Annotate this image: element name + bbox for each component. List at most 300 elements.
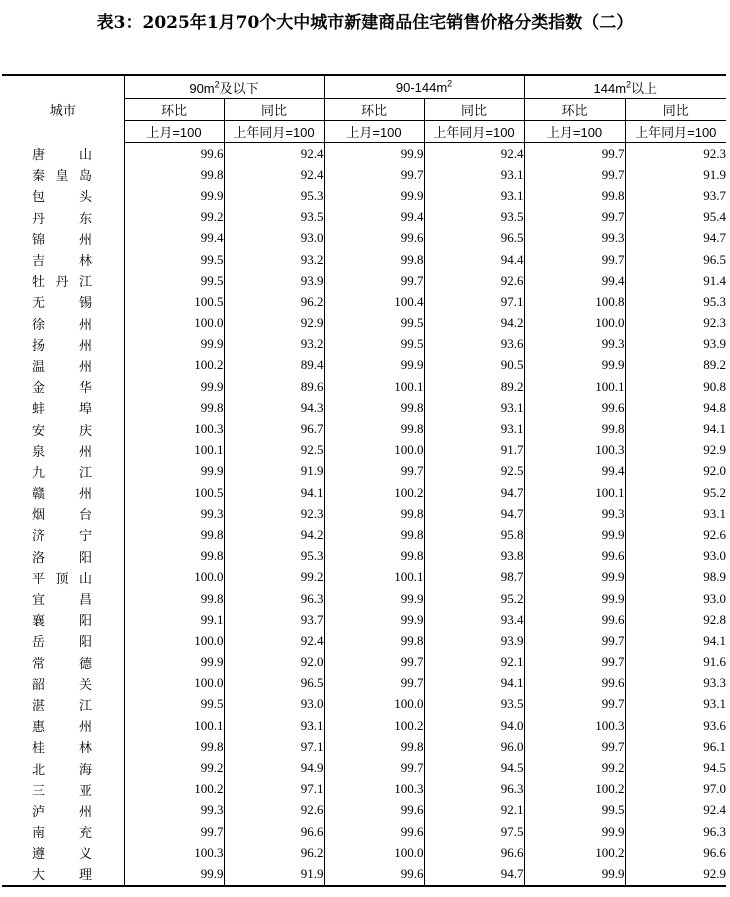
yoy-value: 96.2 <box>224 291 324 312</box>
yoy-value: 92.6 <box>224 800 324 821</box>
mom-value: 99.9 <box>324 185 424 206</box>
yoy-value: 93.8 <box>424 546 524 567</box>
mom-value: 100.0 <box>524 313 625 334</box>
table-row <box>2 757 726 778</box>
yoy-value: 94.7 <box>424 482 524 503</box>
mom-value: 99.4 <box>524 270 625 291</box>
mom-header: 环比 <box>124 99 224 121</box>
yoy-value: 96.7 <box>224 418 324 439</box>
yoy-value: 92.4 <box>224 630 324 651</box>
mom-value: 99.8 <box>324 524 424 545</box>
mom-value: 99.9 <box>124 376 224 397</box>
city-cell <box>2 842 124 863</box>
yoy-value: 91.6 <box>625 652 726 673</box>
city-name: 烟台 <box>32 508 92 524</box>
yoy-value: 94.1 <box>625 418 726 439</box>
mom-value: 99.8 <box>124 588 224 609</box>
yoy-value: 94.5 <box>625 757 726 778</box>
mom-value: 99.5 <box>124 270 224 291</box>
yoy-value: 94.9 <box>224 757 324 778</box>
table-row <box>2 376 726 397</box>
mom-value: 100.0 <box>124 673 224 694</box>
mom-value: 99.3 <box>524 503 625 524</box>
city-name: 无锡 <box>32 296 92 312</box>
yoy-value: 92.0 <box>625 461 726 482</box>
city-cell <box>2 779 124 800</box>
yoy-value: 95.4 <box>625 207 726 228</box>
city-name: 徐州 <box>32 317 92 333</box>
mom-value: 100.1 <box>524 376 625 397</box>
yoy-value: 92.3 <box>625 313 726 334</box>
yoy-value: 93.7 <box>625 185 726 206</box>
mom-header: 环比 <box>524 99 625 121</box>
mom-value: 99.7 <box>324 461 424 482</box>
mom-value: 99.7 <box>524 207 625 228</box>
table-row <box>2 588 726 609</box>
yoy-value: 93.2 <box>224 334 324 355</box>
mom-value: 99.4 <box>124 228 224 249</box>
yoy-value: 98.7 <box>424 567 524 588</box>
yoy-value: 96.2 <box>224 842 324 863</box>
yoy-value: 92.4 <box>424 143 524 165</box>
mom-value: 99.6 <box>324 821 424 842</box>
yoy-value: 93.0 <box>625 588 726 609</box>
mom-value: 100.1 <box>324 567 424 588</box>
table-row <box>2 715 726 736</box>
city-cell <box>2 461 124 482</box>
city-name: 泸州 <box>32 804 92 820</box>
city-name: 大理 <box>32 868 92 884</box>
table-row <box>2 185 726 206</box>
yoy-value: 92.0 <box>224 652 324 673</box>
table-row <box>2 334 726 355</box>
yoy-value: 96.5 <box>424 228 524 249</box>
mom-value: 99.2 <box>124 757 224 778</box>
yoy-value: 99.2 <box>224 567 324 588</box>
table-row <box>2 694 726 715</box>
yoy-value: 91.9 <box>224 863 324 885</box>
mom-value: 99.6 <box>324 228 424 249</box>
mom-value: 99.9 <box>124 334 224 355</box>
city-cell <box>2 524 124 545</box>
yoy-value: 92.4 <box>224 164 324 185</box>
yoy-value: 92.6 <box>625 524 726 545</box>
yoy-value: 94.0 <box>424 715 524 736</box>
city-cell <box>2 673 124 694</box>
city-name: 泉州 <box>32 444 92 460</box>
mom-value: 99.7 <box>324 652 424 673</box>
table-row <box>2 630 726 651</box>
mom-value: 99.7 <box>524 652 625 673</box>
city-name: 洛阳 <box>32 550 92 566</box>
city-name: 平顶山 <box>32 571 92 587</box>
mom-value: 100.1 <box>124 715 224 736</box>
yoy-value: 92.8 <box>625 609 726 630</box>
city-cell <box>2 482 124 503</box>
mom-value: 100.0 <box>124 630 224 651</box>
city-cell <box>2 567 124 588</box>
yoy-value: 92.9 <box>625 440 726 461</box>
yoy-value: 93.1 <box>424 418 524 439</box>
yoy-value: 97.5 <box>424 821 524 842</box>
table-row <box>2 546 726 567</box>
city-name: 金华 <box>32 381 92 397</box>
mom-value: 99.9 <box>324 588 424 609</box>
mom-value: 99.9 <box>524 524 625 545</box>
table-row <box>2 863 726 885</box>
city-name: 吉林 <box>32 254 92 270</box>
mom-value: 99.6 <box>124 143 224 165</box>
yoy-value: 89.2 <box>424 376 524 397</box>
mom-value: 99.8 <box>324 546 424 567</box>
mom-value: 100.2 <box>324 482 424 503</box>
mom-value: 99.5 <box>324 334 424 355</box>
yoy-base-header: 上年同月=100 <box>224 121 324 143</box>
mom-value: 100.2 <box>524 842 625 863</box>
table-row <box>2 249 726 270</box>
yoy-value: 92.4 <box>224 143 324 165</box>
mom-value: 99.9 <box>124 652 224 673</box>
yoy-value: 93.9 <box>224 270 324 291</box>
mom-value: 100.5 <box>124 291 224 312</box>
yoy-value: 94.7 <box>625 228 726 249</box>
mom-value: 100.0 <box>324 440 424 461</box>
table-row <box>2 842 726 863</box>
city-cell <box>2 355 124 376</box>
city-cell <box>2 503 124 524</box>
mom-value: 99.9 <box>124 461 224 482</box>
table-row <box>2 355 726 376</box>
city-cell <box>2 630 124 651</box>
yoy-header: 同比 <box>625 99 726 121</box>
mom-value: 99.7 <box>324 164 424 185</box>
city-name: 秦皇岛 <box>32 169 92 185</box>
yoy-value: 96.3 <box>625 821 726 842</box>
city-name: 南充 <box>32 826 92 842</box>
mom-value: 99.6 <box>324 863 424 885</box>
mom-value: 99.2 <box>124 207 224 228</box>
yoy-value: 93.5 <box>224 207 324 228</box>
table-row <box>2 800 726 821</box>
yoy-value: 97.1 <box>224 736 324 757</box>
city-cell <box>2 249 124 270</box>
table-row <box>2 418 726 439</box>
city-cell <box>2 609 124 630</box>
mom-value: 100.0 <box>324 694 424 715</box>
yoy-value: 98.9 <box>625 567 726 588</box>
mom-value: 100.5 <box>124 482 224 503</box>
city-cell <box>2 313 124 334</box>
yoy-value: 93.1 <box>424 397 524 418</box>
mom-value: 100.3 <box>124 842 224 863</box>
mom-value: 99.9 <box>524 588 625 609</box>
city-name: 锦州 <box>32 232 92 248</box>
table-row <box>2 291 726 312</box>
mom-value: 100.0 <box>124 567 224 588</box>
mom-value: 99.9 <box>324 143 424 165</box>
mom-value: 99.1 <box>124 609 224 630</box>
mom-value: 99.9 <box>324 355 424 376</box>
yoy-value: 95.3 <box>224 546 324 567</box>
mom-value: 99.7 <box>524 630 625 651</box>
page-title: 表3：2025年1月70个大中城市新建商品住宅销售价格分类指数（二） <box>96 13 634 33</box>
yoy-value: 96.5 <box>224 673 324 694</box>
yoy-value: 92.6 <box>424 270 524 291</box>
yoy-value: 97.1 <box>224 779 324 800</box>
mom-header: 环比 <box>324 99 424 121</box>
city-name: 北海 <box>32 762 92 778</box>
yoy-value: 91.9 <box>224 461 324 482</box>
mom-value: 99.4 <box>524 461 625 482</box>
yoy-value: 93.3 <box>625 673 726 694</box>
yoy-value: 93.2 <box>224 249 324 270</box>
yoy-value: 94.3 <box>224 397 324 418</box>
city-cell <box>2 800 124 821</box>
mom-value: 100.2 <box>124 779 224 800</box>
yoy-value: 92.9 <box>224 313 324 334</box>
yoy-value: 92.1 <box>424 652 524 673</box>
city-cell <box>2 736 124 757</box>
mom-value: 99.7 <box>524 249 625 270</box>
yoy-value: 93.6 <box>625 715 726 736</box>
mom-value: 99.9 <box>524 821 625 842</box>
city-cell <box>2 652 124 673</box>
mom-base-header: 上月=100 <box>524 121 625 143</box>
table-row <box>2 503 726 524</box>
mom-value: 100.2 <box>524 779 625 800</box>
table-row <box>2 673 726 694</box>
table-body <box>2 143 726 886</box>
table-row <box>2 524 726 545</box>
city-cell <box>2 757 124 778</box>
city-cell <box>2 207 124 228</box>
city-cell <box>2 291 124 312</box>
yoy-value: 96.3 <box>224 588 324 609</box>
city-cell <box>2 715 124 736</box>
city-name: 安庆 <box>32 423 92 439</box>
table-row <box>2 736 726 757</box>
group-header-large: $144m^2$以上 <box>524 75 726 99</box>
mom-value: 99.6 <box>524 397 625 418</box>
mom-value: 100.0 <box>324 842 424 863</box>
city-name: 宜昌 <box>32 593 92 609</box>
mom-value: 99.9 <box>124 185 224 206</box>
mom-value: 99.7 <box>524 143 625 165</box>
city-name: 扬州 <box>32 338 92 354</box>
mom-value: 99.9 <box>524 567 625 588</box>
yoy-value: 93.0 <box>224 228 324 249</box>
city-cell <box>2 164 124 185</box>
city-name: 遵义 <box>32 847 92 863</box>
table-row <box>2 397 726 418</box>
mom-value: 99.3 <box>124 503 224 524</box>
city-name: 丹东 <box>32 211 92 227</box>
yoy-value: 93.9 <box>625 334 726 355</box>
city-name: 桂林 <box>32 741 92 757</box>
yoy-value: 93.6 <box>424 334 524 355</box>
yoy-value: 95.3 <box>224 185 324 206</box>
city-name: 赣州 <box>32 487 92 503</box>
mom-value: 100.3 <box>524 715 625 736</box>
mom-value: 99.5 <box>324 313 424 334</box>
mom-value: 99.7 <box>324 270 424 291</box>
yoy-value: 95.8 <box>424 524 524 545</box>
yoy-value: 92.1 <box>424 800 524 821</box>
city-column-header <box>2 75 124 143</box>
mom-value: 99.7 <box>524 736 625 757</box>
mom-base-header: 上月=100 <box>324 121 424 143</box>
yoy-value: 93.1 <box>424 185 524 206</box>
mom-value: 99.4 <box>324 207 424 228</box>
mom-value: 100.3 <box>524 440 625 461</box>
mom-value: 100.1 <box>324 376 424 397</box>
table-row <box>2 779 726 800</box>
city-cell <box>2 546 124 567</box>
yoy-value: 94.2 <box>424 313 524 334</box>
mom-value: 100.0 <box>124 313 224 334</box>
city-name: 唐山 <box>32 147 92 163</box>
table-row <box>2 440 726 461</box>
table-row <box>2 207 726 228</box>
yoy-value: 94.7 <box>424 863 524 885</box>
yoy-value: 94.1 <box>424 673 524 694</box>
mom-value: 99.8 <box>324 736 424 757</box>
city-cell <box>2 863 124 885</box>
mom-value: 99.6 <box>324 800 424 821</box>
mom-value: 99.5 <box>124 249 224 270</box>
yoy-value: 93.7 <box>224 609 324 630</box>
yoy-value: 92.9 <box>625 863 726 885</box>
table-row <box>2 461 726 482</box>
yoy-value: 89.4 <box>224 355 324 376</box>
yoy-value: 96.5 <box>625 249 726 270</box>
city-name: 包头 <box>32 190 92 206</box>
city-cell <box>2 694 124 715</box>
mom-base-header: 上月=100 <box>124 121 224 143</box>
mom-value: 100.2 <box>124 355 224 376</box>
mom-value: 99.8 <box>324 397 424 418</box>
yoy-value: 92.5 <box>424 461 524 482</box>
yoy-value: 94.7 <box>424 503 524 524</box>
mom-value: 99.8 <box>124 397 224 418</box>
yoy-value: 93.1 <box>424 164 524 185</box>
yoy-value: 90.5 <box>424 355 524 376</box>
table-row <box>2 482 726 503</box>
yoy-value: 92.3 <box>625 143 726 165</box>
yoy-value: 96.6 <box>625 842 726 863</box>
yoy-value: 89.6 <box>224 376 324 397</box>
city-name: 湛江 <box>32 698 92 714</box>
city-name: 韶关 <box>32 677 92 693</box>
mom-value: 100.3 <box>124 418 224 439</box>
table-row <box>2 270 726 291</box>
yoy-value: 94.1 <box>625 630 726 651</box>
table-row <box>2 228 726 249</box>
yoy-value: 93.4 <box>424 609 524 630</box>
mom-value: 99.8 <box>124 524 224 545</box>
mom-value: 100.2 <box>324 715 424 736</box>
yoy-value: 97.0 <box>625 779 726 800</box>
mom-value: 99.9 <box>524 863 625 885</box>
city-name: 蚌埠 <box>32 402 92 418</box>
mom-value: 100.1 <box>524 482 625 503</box>
yoy-value: 91.7 <box>424 440 524 461</box>
table-row <box>2 821 726 842</box>
yoy-value: 94.1 <box>224 482 324 503</box>
yoy-value: 94.5 <box>424 757 524 778</box>
city-cell <box>2 418 124 439</box>
mom-value: 99.9 <box>124 863 224 885</box>
table-row <box>2 164 726 185</box>
price-index-table <box>2 74 726 887</box>
mom-value: 100.4 <box>324 291 424 312</box>
mom-value: 99.8 <box>324 249 424 270</box>
yoy-value: 94.4 <box>424 249 524 270</box>
yoy-value: 96.3 <box>424 779 524 800</box>
yoy-value: 93.0 <box>224 694 324 715</box>
yoy-value: 92.3 <box>224 503 324 524</box>
mom-value: 99.7 <box>324 673 424 694</box>
yoy-value: 95.2 <box>625 482 726 503</box>
mom-value: 99.8 <box>324 503 424 524</box>
table-row <box>2 567 726 588</box>
city-cell <box>2 440 124 461</box>
city-name: 牡丹江 <box>32 275 92 291</box>
city-cell <box>2 270 124 291</box>
city-cell <box>2 143 124 165</box>
city-cell <box>2 228 124 249</box>
group-header-medium: $90-144m^2$ <box>324 75 524 99</box>
mom-value: 99.7 <box>524 164 625 185</box>
mom-value: 99.2 <box>524 757 625 778</box>
city-name: 岳阳 <box>32 635 92 651</box>
yoy-value: 93.1 <box>625 503 726 524</box>
mom-value: 99.8 <box>524 418 625 439</box>
yoy-value: 97.1 <box>424 291 524 312</box>
yoy-base-header: 上年同月=100 <box>625 121 726 143</box>
city-name: 三亚 <box>32 783 92 799</box>
city-name: 九江 <box>32 465 92 481</box>
city-name: 温州 <box>32 359 92 375</box>
mom-value: 99.8 <box>324 630 424 651</box>
yoy-value: 96.6 <box>424 842 524 863</box>
yoy-value: 93.1 <box>625 694 726 715</box>
mom-value: 99.6 <box>524 673 625 694</box>
city-cell <box>2 821 124 842</box>
mom-value: 99.3 <box>124 800 224 821</box>
yoy-value: 93.5 <box>424 207 524 228</box>
mom-value: 99.7 <box>124 821 224 842</box>
city-name: 惠州 <box>32 720 92 736</box>
yoy-value: 93.0 <box>625 546 726 567</box>
mom-value: 99.5 <box>524 800 625 821</box>
yoy-value: 96.6 <box>224 821 324 842</box>
mom-value: 99.3 <box>524 228 625 249</box>
yoy-value: 96.0 <box>424 736 524 757</box>
mom-value: 100.8 <box>524 291 625 312</box>
mom-value: 99.8 <box>124 736 224 757</box>
table-row <box>2 313 726 334</box>
mom-value: 99.6 <box>524 609 625 630</box>
mom-value: 99.9 <box>324 609 424 630</box>
yoy-value: 94.8 <box>625 397 726 418</box>
mom-value: 99.8 <box>324 418 424 439</box>
mom-value: 100.1 <box>124 440 224 461</box>
city-cell <box>2 334 124 355</box>
table-header <box>2 75 726 143</box>
yoy-value: 95.3 <box>625 291 726 312</box>
mom-value: 99.8 <box>524 185 625 206</box>
